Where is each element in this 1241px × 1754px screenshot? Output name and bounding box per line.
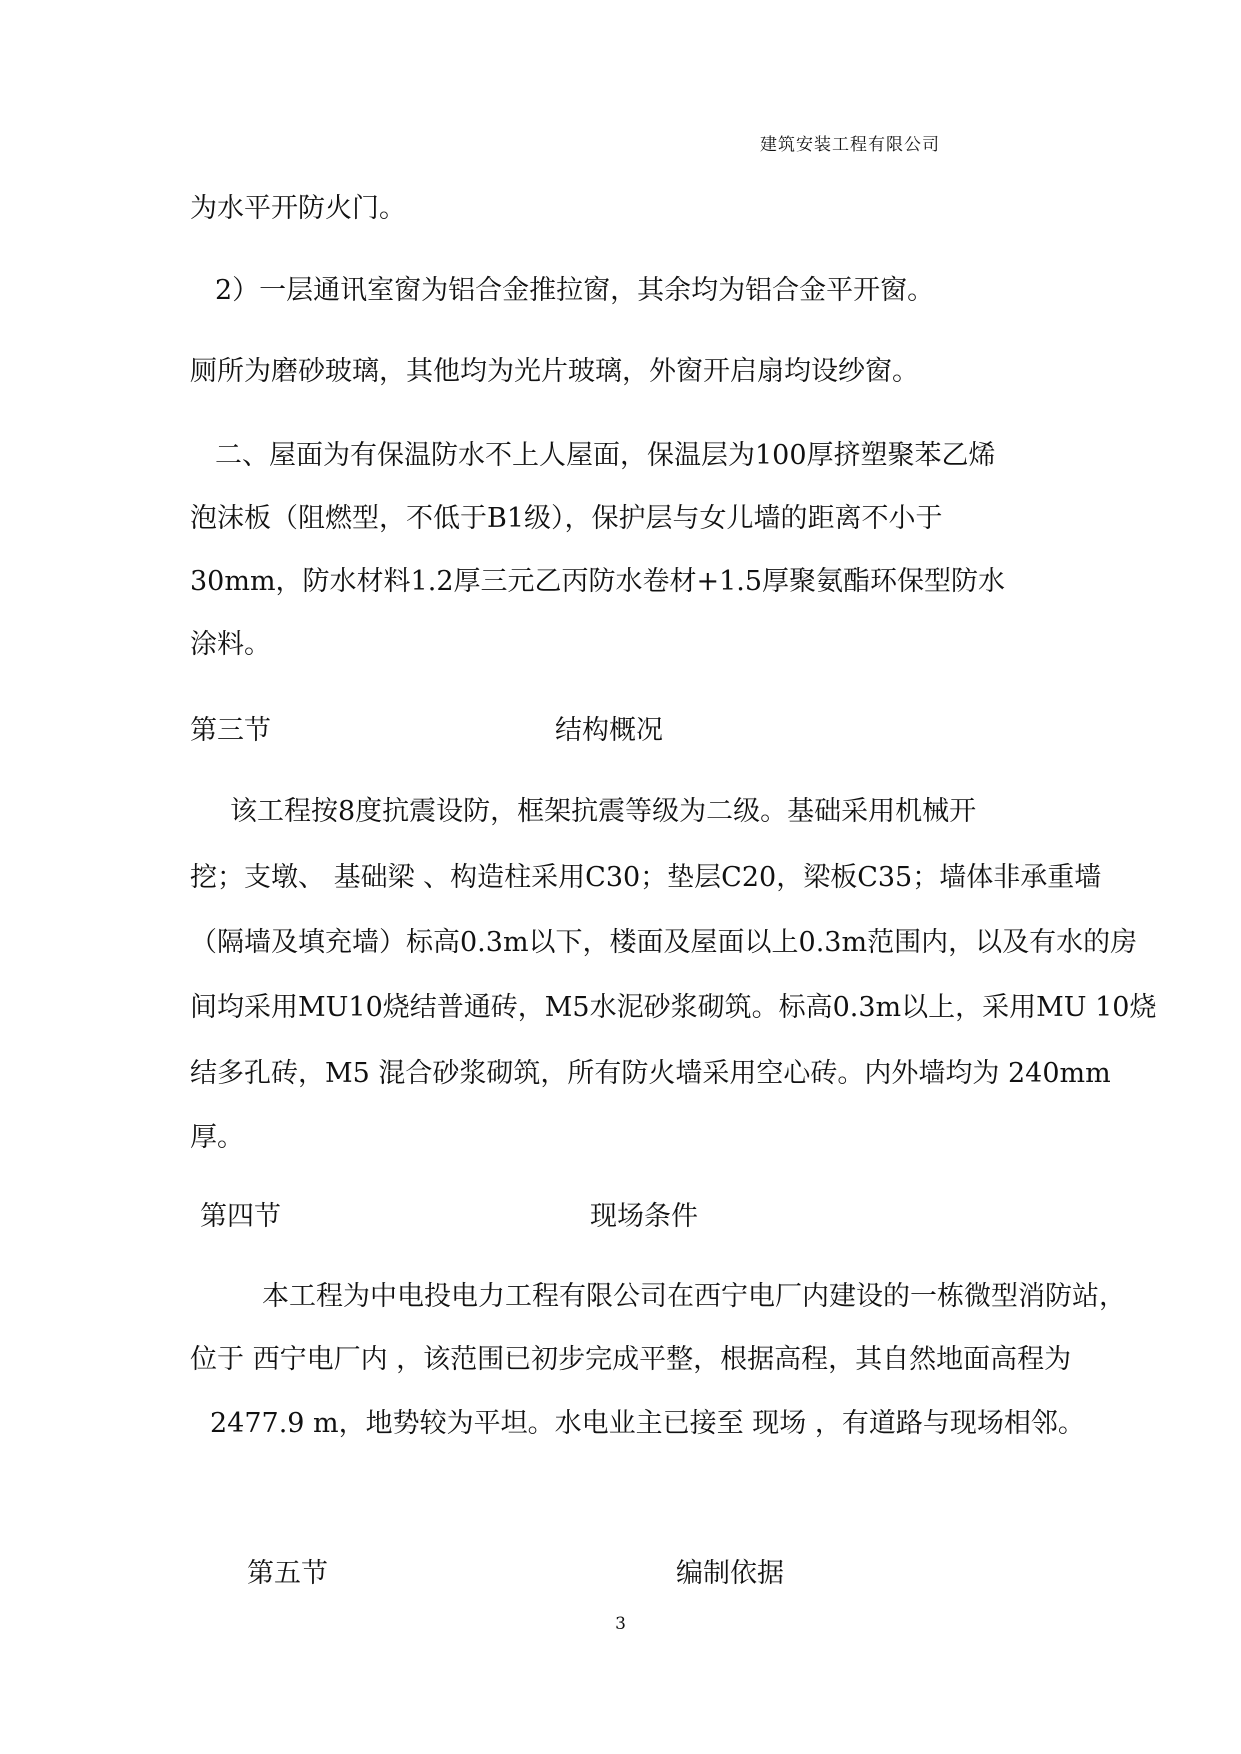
section-3-line-1: 该工程按8度抗震设防，框架抗震等级为二级。基础采用机械开 bbox=[230, 796, 977, 827]
body-line-6: 30mm，防水材料1.2厚三元乙丙防水卷材+1.5厚聚氨酯环保型防水 bbox=[190, 566, 1006, 597]
section-3-line-4: 间均采用MU10烧结普通砖，M5水泥砂浆砌筑。标高0.3m以上，采用MU 10烧 bbox=[190, 992, 1157, 1023]
section-5-title: 编制依据 bbox=[676, 1558, 784, 1589]
section-3-number: 第三节 bbox=[190, 715, 271, 746]
body-line-7: 涂料。 bbox=[190, 629, 271, 660]
section-4-line-3: 2477.9 m，地势较为平坦。水电业主已接至 现场 ，有道路与现场相邻。 bbox=[210, 1408, 1085, 1439]
section-3-title: 结构概况 bbox=[555, 715, 663, 746]
section-4-line-2: 位于 西宁电厂内 ，该范围已初步完成平整，根据高程，其自然地面高程为 bbox=[190, 1344, 1072, 1375]
section-4-title: 现场条件 bbox=[590, 1201, 698, 1232]
page-number: 3 bbox=[615, 1614, 626, 1634]
body-line-4: 二、屋面为有保温防水不上人屋面，保温层为100厚挤塑聚苯乙烯 bbox=[215, 440, 996, 471]
section-4-number: 第四节 bbox=[200, 1201, 281, 1232]
section-3-line-3: （隔墙及填充墙）标高0.3m以下，楼面及屋面以上0.3m范围内，以及有水的房 bbox=[190, 927, 1138, 958]
body-line-5: 泡沫板（阻燃型，不低于B1级），保护层与女儿墙的距离不小于 bbox=[190, 503, 943, 534]
page-header-company: 建筑安装工程有限公司 bbox=[760, 135, 940, 155]
body-line-3: 厕所为磨砂玻璃，其他均为光片玻璃，外窗开启扇均设纱窗。 bbox=[190, 356, 919, 387]
section-4-line-1: 本工程为中电投电力工程有限公司在西宁电厂内建设的一栋微型消防站， bbox=[262, 1281, 1126, 1312]
body-line-1: 为水平开防火门。 bbox=[190, 193, 406, 224]
section-3-line-5: 结多孔砖，M5 混合砂浆砌筑，所有防火墙采用空心砖。内外墙均为 240mm bbox=[190, 1058, 1111, 1089]
body-line-2: 2）一层通讯室窗为铝合金推拉窗，其余均为铝合金平开窗。 bbox=[215, 275, 935, 306]
section-5-number: 第五节 bbox=[247, 1558, 328, 1589]
section-3-line-6: 厚。 bbox=[190, 1122, 244, 1153]
section-3-line-2: 挖；支墩、 基础梁 、构造柱采用C30；垫层C20，梁板C35；墙体非承重墙 bbox=[190, 862, 1102, 893]
